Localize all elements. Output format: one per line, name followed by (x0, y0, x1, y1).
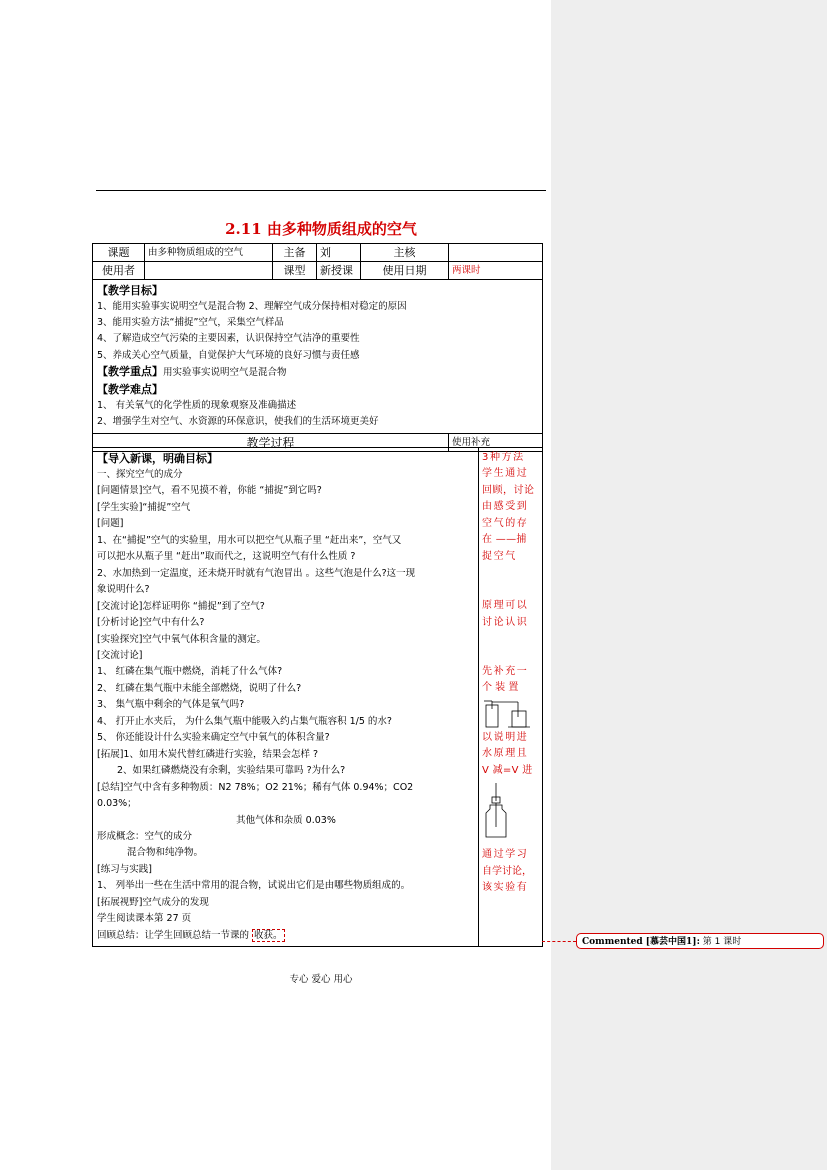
side-note: 水原理且 (482, 748, 529, 760)
apparatus-diagram (482, 697, 540, 730)
objectives-cell[interactable] (93, 280, 543, 434)
side-note: 通过学习 (482, 849, 529, 861)
label-review: 主核 (361, 244, 449, 262)
difficulty-item: 1、 有关氧气的化学性质的现象观察及准确描述 (97, 400, 297, 412)
process-line: 1、在“捕捉”空气的实验里，用水可以把空气从瓶子里 “赶出来”，空气又 (97, 534, 402, 546)
process-line: 学生阅读课本第 27 页 (97, 913, 192, 925)
flask-icon (482, 781, 512, 841)
key-text: 用实验事实说明空气是混合物 (163, 366, 287, 378)
side-heading: 使用补充 (449, 434, 543, 452)
side-note: 个 装 置 (482, 682, 519, 694)
topic-value[interactable]: 由多种物质组成的空气 (145, 244, 273, 262)
lesson-plan-table (92, 243, 543, 452)
process-line: 象说明什么? (97, 584, 150, 596)
side-note: 讨论认识 (482, 616, 529, 628)
side-note: 空气的存 (482, 517, 529, 529)
process-cell[interactable] (93, 448, 479, 947)
apparatus-icon (482, 697, 534, 730)
process-line: 3、 集气瓶中剩余的气体是氧气吗? (97, 699, 245, 711)
process-line: 【导入新课，明确目标】 (97, 452, 218, 465)
review-value[interactable] (449, 244, 543, 262)
process-table (92, 447, 543, 947)
process-line: 2、水加热到一定温度，还未烧开时就有气泡冒出 。这些气泡是什么?这一现 (97, 567, 416, 579)
objective-item: 1、能用实验事实说明空气是混合物 2、理解空气成分保持相对稳定的原因 (97, 301, 407, 312)
side-spacer (482, 631, 540, 647)
side-note: 先补充一 (482, 665, 529, 677)
process-line: [练习与实践] (97, 863, 152, 875)
type-value[interactable]: 新授课 (317, 262, 361, 280)
page-footer: 专心 爱心 用心 (289, 974, 353, 985)
header-rule (96, 190, 546, 191)
user-value[interactable] (145, 262, 273, 280)
key-point (97, 364, 538, 381)
side-note: 由感受到 (482, 501, 529, 513)
process-heading: 教学过程 (93, 434, 449, 452)
process-line: [分析讨论]空气中有什么? (97, 617, 205, 629)
commented-text[interactable]: 收获。 (254, 929, 283, 941)
process-line: 2、如果红磷燃烧没有余剩，实验结果可靠吗 ?为什么? (117, 765, 346, 777)
side-note: 该实验有 (482, 882, 529, 894)
process-line: 可以把水从瓶子里 “赶出”取而代之，这说明空气有什么性质 ? (97, 551, 356, 563)
process-line: 混合物和纯净物。 (127, 847, 204, 859)
side-note: V 减=V 进 (482, 764, 533, 776)
comment-leader-line (542, 941, 576, 942)
side-spacer (482, 647, 540, 663)
objectives-heading: 【教学目标】 (97, 284, 163, 297)
difficulty-item: 2、增强学生对空气、水资源的环保意识，使我们的生活环境更美好 (97, 416, 379, 428)
label-topic: 课题 (93, 244, 145, 262)
side-note: 3种方法 (482, 452, 525, 463)
process-line: [总结]空气中含有多种物质：N2 78%；O2 21%；稀有气体 0.94%；CO2 (97, 781, 414, 793)
process-line: 形成概念：空气的成分 (97, 830, 193, 842)
process-line (97, 928, 475, 944)
process-line: [交流讨论]怎样证明你 “捕捉”到了空气? (97, 600, 265, 612)
date-value[interactable]: 两课时 (449, 262, 543, 280)
process-line: [问题情景]空气，看不见摸不着，你能 “捕捉”到它吗? (97, 485, 322, 497)
process-line: 5、 你还能设计什么实验来确定空气中氧气的体积含量? (97, 732, 330, 744)
summary-text: 回顾总结：让学生回顾总结一节课的 (97, 929, 250, 941)
comment-balloon[interactable] (576, 933, 824, 949)
side-spacer (482, 565, 540, 581)
process-line: [实验探究]空气中氧气体积含量的测定。 (97, 633, 266, 645)
side-note: 捉空气 (482, 550, 517, 562)
objective-item: 4、了解造成空气污染的主要因素，认识保持空气洁净的重要性 (97, 333, 360, 345)
process-line: 其他气体和杂质 0.03% (236, 814, 336, 826)
process-line: 一、探究空气的成分 (97, 469, 183, 480)
comment-author: Commented [慕芸中国1]: (582, 937, 700, 947)
objectives-row (93, 280, 543, 434)
header-row-2 (93, 262, 543, 280)
key-heading: 【教学重点】 (97, 364, 163, 378)
process-line: 4、 打开止水夹后， 为什么集气瓶中能吸入约占集气瓶容积 1/5 的水? (97, 715, 392, 727)
comment-text: 第 1 课时 (702, 937, 742, 947)
side-note: 在 ——捕 (482, 534, 527, 546)
process-line: [拓展视野]空气成分的发现 (97, 896, 209, 908)
process-line: [学生实验]“捕捉”空气 (97, 501, 191, 513)
bottle-diagram (482, 779, 540, 847)
objective-item: 3、能用实验方法“捕捉”空气，采集空气样品 (97, 317, 284, 329)
process-body-row (93, 448, 543, 947)
comment-pane (551, 0, 827, 1170)
side-note: 以说明进 (482, 731, 529, 743)
process-line: [交流讨论] (97, 649, 143, 661)
side-note: 回顾，讨论 (482, 484, 535, 496)
side-note: 学生通过 (482, 468, 529, 480)
process-line: [问题] (97, 518, 124, 530)
label-type: 课型 (273, 262, 317, 280)
header-row-1 (93, 244, 543, 262)
side-note: 自学讨论， (482, 865, 532, 877)
side-note: 原理可以 (482, 600, 529, 612)
label-lead: 主备 (273, 244, 317, 262)
lead-value[interactable]: 刘 (317, 244, 361, 262)
label-date: 使用日期 (361, 262, 449, 280)
side-spacer (482, 582, 540, 598)
process-line: 1、 红磷在集气瓶中燃烧，消耗了什么气体? (97, 666, 283, 678)
objective-item: 5、养成关心空气质量，自觉保护大气环境的良好习惯与责任感 (97, 349, 360, 361)
page-title: 2.11 由多种物质组成的空气 (225, 220, 417, 238)
difficulty-heading: 【教学难点】 (97, 383, 163, 397)
process-line: 2、 红磷在集气瓶中未能全部燃烧，说明了什么? (97, 682, 302, 694)
side-notes-cell[interactable] (479, 448, 543, 947)
process-line: 1、 列举出一些在生活中常用的混合物，试说出它们是由哪些物质组成的。 (97, 880, 411, 892)
label-user: 使用者 (93, 262, 145, 280)
process-line: [拓展]1、如用木炭代替红磷进行实验，结果会怎样 ? (97, 748, 319, 760)
process-line: 0.03%； (97, 798, 137, 810)
